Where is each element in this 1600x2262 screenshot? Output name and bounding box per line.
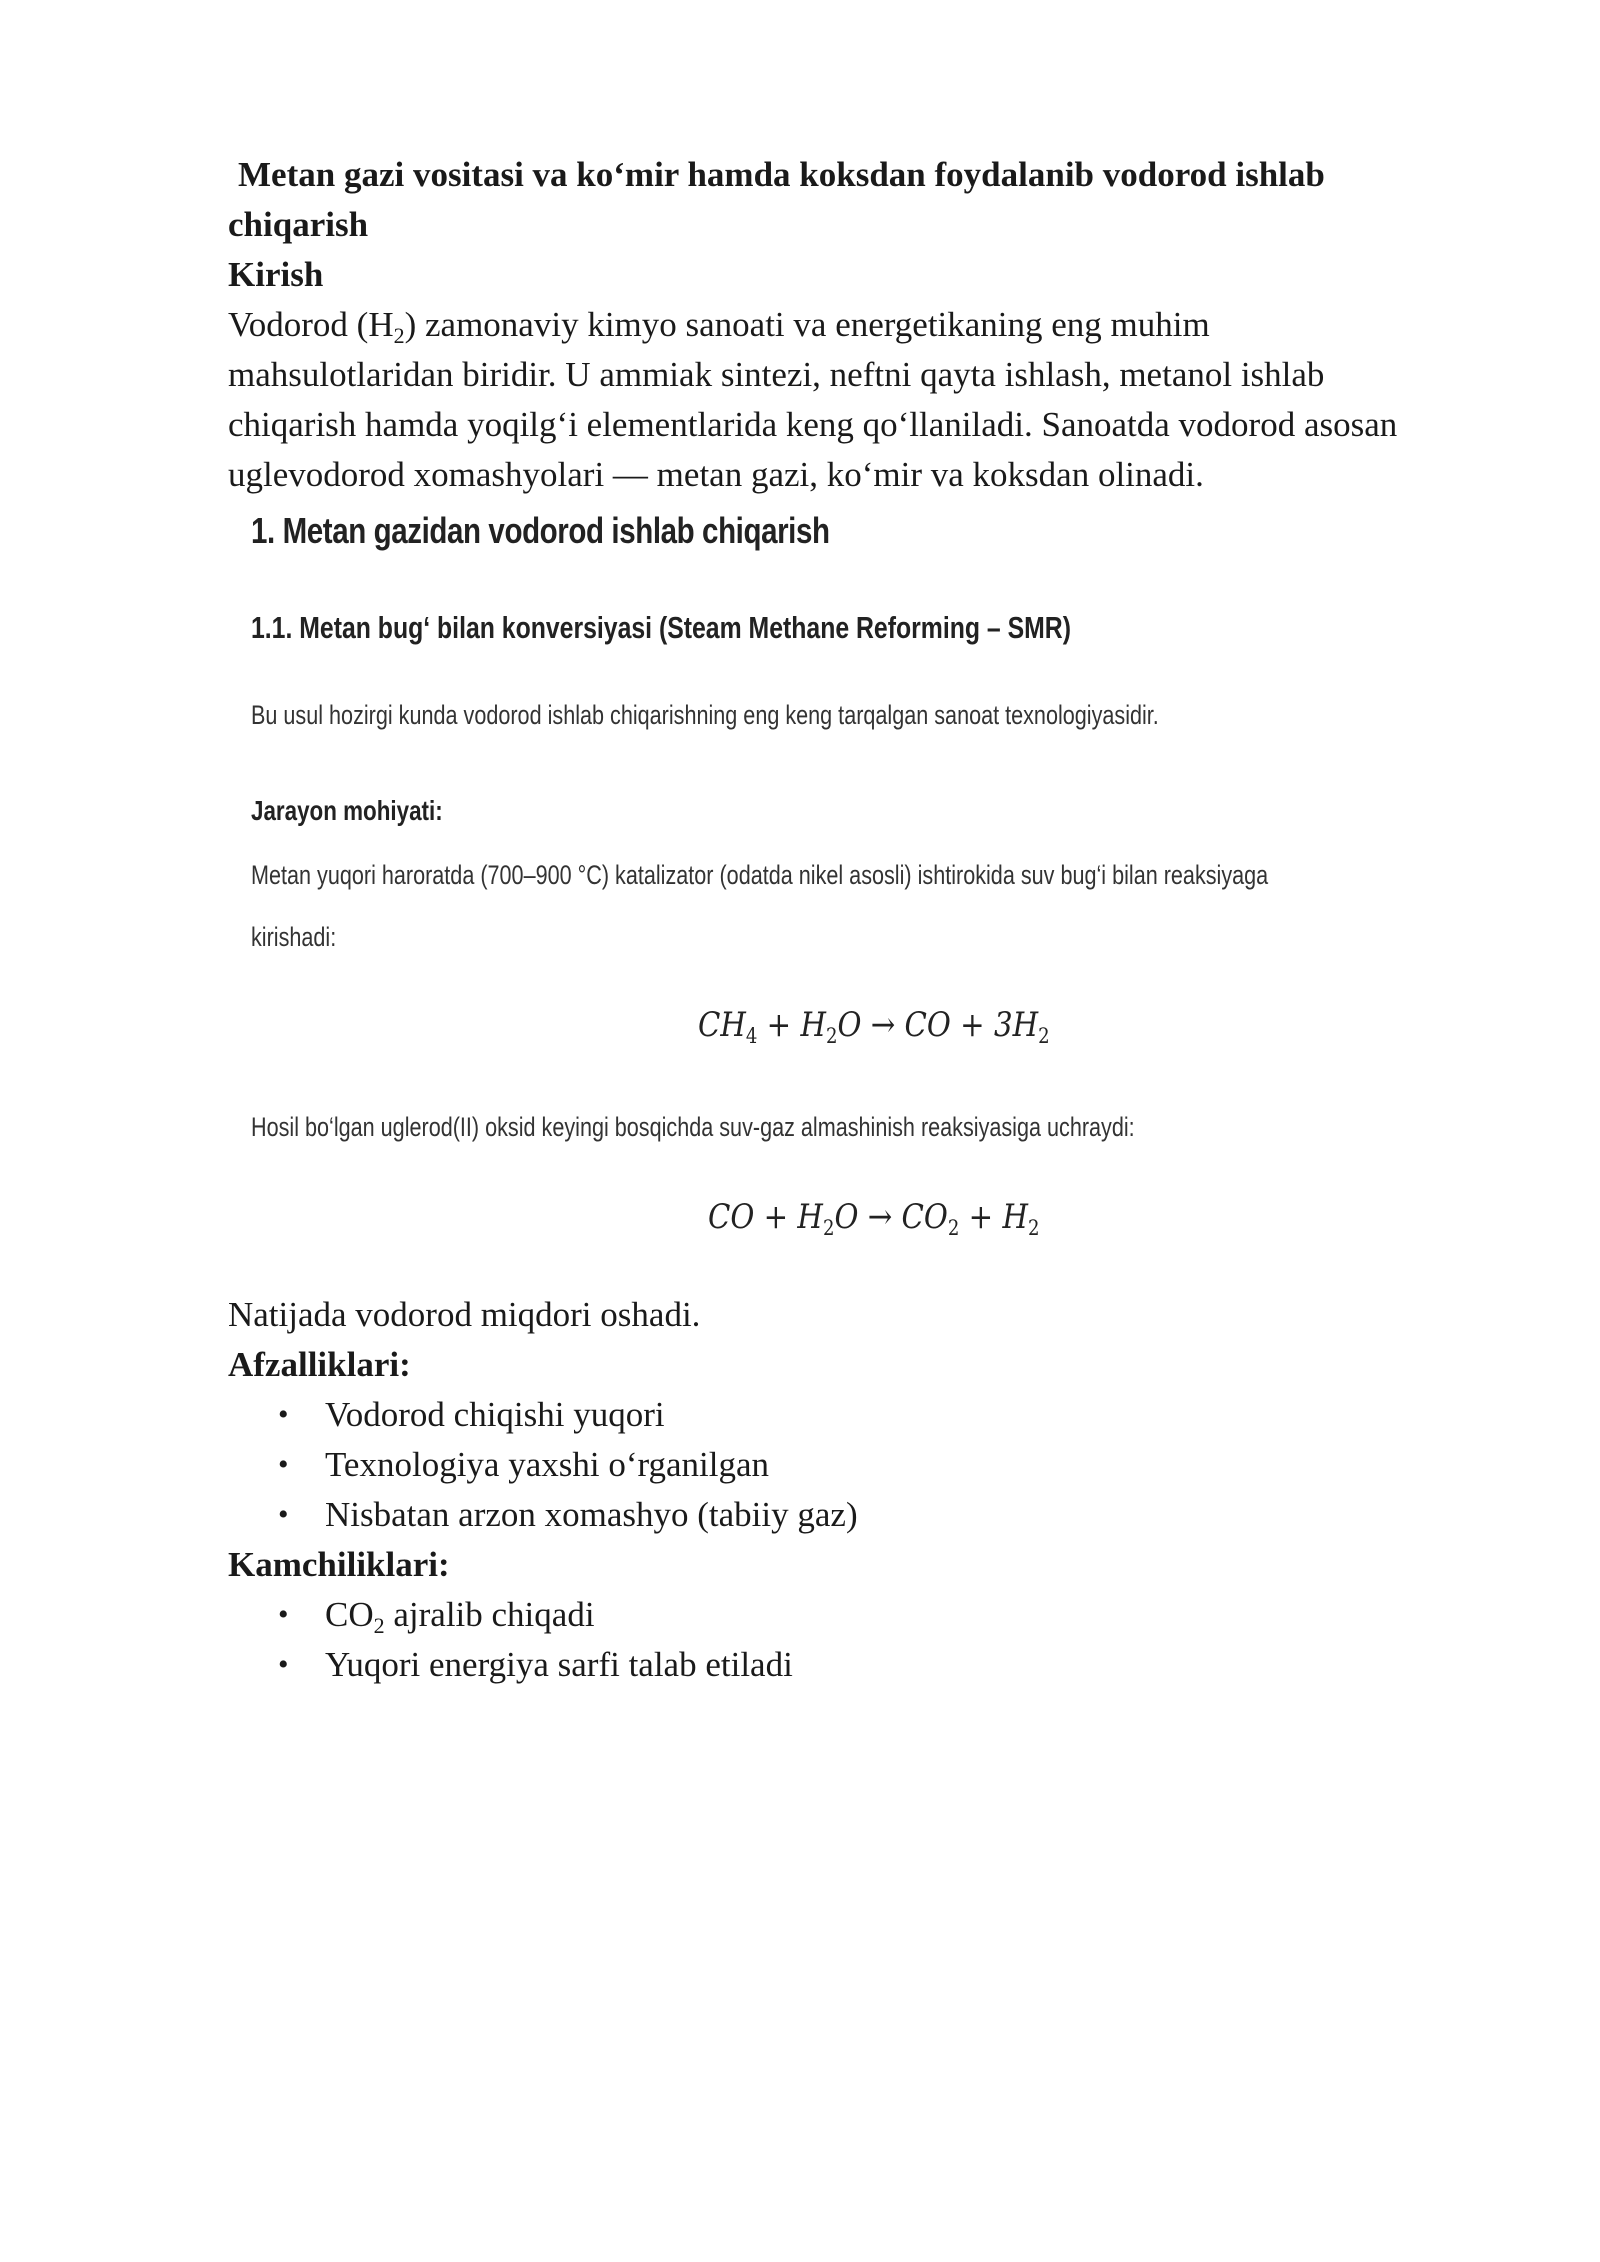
list-item [228,1390,1528,1440]
eq2-part-c: + H [959,1197,1028,1237]
list-item [228,1590,1528,1640]
result-text: Natijada vodorod miqdori oshadi. [228,1295,701,1334]
intro-line-4: uglevodorod xomashyolari — metan gazi, ko‘mir va koksdan olinadi. [228,455,1204,494]
list-item-text: Nisbatan arzon xomashyo (tabiiy gaz) [325,1495,858,1534]
document-title [228,150,1528,250]
intro-text-pre: Vodorod (H [228,305,394,344]
list-item-text: Yuqori energiya sarfi talab etiladi [325,1645,793,1684]
equation-water-gas-shift [708,1197,1040,1240]
eq1-sub-a: 4 [745,1024,758,1048]
eq2-part-a: CO + H [708,1197,823,1237]
eq1-part-b: + H [757,1005,826,1045]
embedded-screenshot [228,500,1528,1260]
disadvantages-heading: Kamchiliklari: [228,1545,450,1584]
eq2-sub-c: 2 [1027,1216,1040,1240]
advantages-list [228,1390,1528,1540]
list-item [228,1490,1528,1540]
bullet-icon: • [278,1448,289,1481]
bullet-icon: • [278,1598,289,1631]
bullet-icon: • [278,1648,289,1681]
eq1-part-c: O → CO + 3H [837,1005,1039,1045]
eq2-part-b: O → CO [834,1197,948,1237]
bullet-icon: • [278,1398,289,1431]
intro-paragraph [228,300,1528,500]
title-line-2: chiqarish [228,205,369,244]
list-item-subscript: 2 [373,1613,385,1638]
document-top [228,150,1528,500]
list-item [228,1440,1528,1490]
eq2-sub-b: 2 [947,1216,960,1240]
process-heading: Jarayon mohiyati: [251,795,443,826]
intro-subscript: 2 [393,323,405,348]
method-description: Bu usul hozirgi kunda vodorod ishlab chiqarishning eng keng tarqalgan sanoat texnologiyasidir. [251,700,1159,730]
list-item [228,1640,1528,1690]
intro-heading: Kirish [228,255,324,294]
subsection-heading: 1.1. Metan bug‘ bilan konversiyasi (Steam Methane Reforming – SMR) [251,610,1071,645]
eq1-sub-b: 2 [825,1024,838,1048]
advantages-heading: Afzalliklari: [228,1345,411,1384]
intro-line-3: chiqarish hamda yoqilg‘i elementlarida keng qo‘llaniladi. Sanoatda vodorod asosan [228,405,1398,444]
intro-line-2: mahsulotlaridan biridir. U ammiak sintezi, neftni qayta ishlash, metanol ishlab [228,355,1325,394]
shift-reaction-text: Hosil bo‘lgan uglerod(II) oksid keyingi bosqichda suv-gaz almashinish reaksiyasiga uchraydi: [251,1112,1135,1142]
eq2-sub-a: 2 [822,1216,835,1240]
disadvantages-list [228,1590,1528,1690]
title-line-1: Metan gazi vositasi va ko‘mir hamda koksdan foydalanib vodorod ishlab [238,155,1325,194]
eq1-part-a: CH [698,1005,746,1045]
equation-reforming [698,1005,1050,1048]
eq1-sub-c: 2 [1038,1024,1050,1048]
list-item-text-pre: CO [325,1595,374,1634]
list-item-text-post: ajralib chiqadi [384,1595,595,1634]
process-text-line-2: kirishadi: [251,922,337,952]
section-heading: 1. Metan gazidan vodorod ishlab chiqarish [251,510,830,551]
intro-text-post: ) zamonaviy kimyo sanoati va energetikaning eng muhim [404,305,1210,344]
list-item-text: Vodorod chiqishi yuqori [325,1395,665,1434]
bullet-icon: • [278,1498,289,1531]
document-bottom [228,1290,1528,1690]
process-text-line-1: Metan yuqori haroratda (700–900 °C) katalizator (odatda nikel asosli) ishtirokida suv bug‘i bilan reaksiyaga [251,860,1269,890]
list-item-text: Texnologiya yaxshi o‘rganilgan [325,1445,770,1484]
